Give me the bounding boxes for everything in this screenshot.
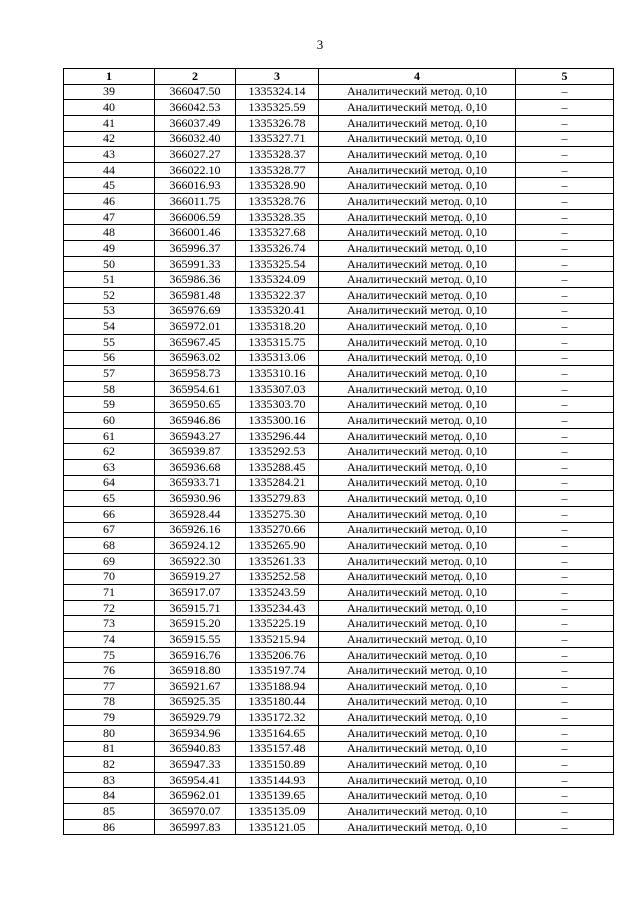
table-row xyxy=(64,162,614,178)
table-row xyxy=(64,710,614,726)
cell-description: – xyxy=(516,350,614,366)
cell-x: 365962.01 xyxy=(155,788,236,804)
cell-method: Аналитический метод. 0,10 xyxy=(319,225,516,241)
cell-x: 366011.75 xyxy=(155,194,236,210)
cell-x: 365934.96 xyxy=(155,725,236,741)
cell-description: – xyxy=(516,804,614,820)
cell-method: Аналитический метод. 0,10 xyxy=(319,350,516,366)
cell-x: 365954.61 xyxy=(155,381,236,397)
table-row xyxy=(64,585,614,601)
cell-x: 365970.07 xyxy=(155,804,236,820)
cell-point-number: 42 xyxy=(64,131,155,147)
cell-x: 365986.36 xyxy=(155,272,236,288)
table-row xyxy=(64,428,614,444)
cell-x: 365947.33 xyxy=(155,757,236,773)
cell-x: 365930.96 xyxy=(155,491,236,507)
cell-method: Аналитический метод. 0,10 xyxy=(319,319,516,335)
header-cell-y: 3 xyxy=(236,69,319,85)
cell-x: 365915.71 xyxy=(155,600,236,616)
cell-method: Аналитический метод. 0,10 xyxy=(319,147,516,163)
cell-method: Аналитический метод. 0,10 xyxy=(319,209,516,225)
cell-method: Аналитический метод. 0,10 xyxy=(319,804,516,820)
table-row xyxy=(64,334,614,350)
cell-point-number: 75 xyxy=(64,647,155,663)
cell-point-number: 80 xyxy=(64,725,155,741)
cell-description: – xyxy=(516,506,614,522)
cell-method: Аналитический метод. 0,10 xyxy=(319,131,516,147)
cell-x: 365925.35 xyxy=(155,694,236,710)
cell-y: 1335303.70 xyxy=(236,397,319,413)
cell-y: 1335326.74 xyxy=(236,241,319,257)
header-cell-point-number: 1 xyxy=(64,69,155,85)
cell-x: 365997.83 xyxy=(155,819,236,835)
cell-method: Аналитический метод. 0,10 xyxy=(319,287,516,303)
cell-x: 366032.40 xyxy=(155,131,236,147)
cell-method: Аналитический метод. 0,10 xyxy=(319,694,516,710)
cell-y: 1335296.44 xyxy=(236,428,319,444)
cell-method: Аналитический метод. 0,10 xyxy=(319,632,516,648)
cell-y: 1335188.94 xyxy=(236,678,319,694)
cell-description: – xyxy=(516,663,614,679)
cell-method: Аналитический метод. 0,10 xyxy=(319,491,516,507)
page-number: 3 xyxy=(316,37,324,52)
cell-y: 1335206.76 xyxy=(236,647,319,663)
cell-description: – xyxy=(516,381,614,397)
cell-point-number: 71 xyxy=(64,585,155,601)
cell-point-number: 85 xyxy=(64,804,155,820)
table-row xyxy=(64,115,614,131)
cell-y: 1335279.83 xyxy=(236,491,319,507)
cell-x: 365926.16 xyxy=(155,522,236,538)
cell-point-number: 73 xyxy=(64,616,155,632)
cell-point-number: 55 xyxy=(64,334,155,350)
cell-method: Аналитический метод. 0,10 xyxy=(319,522,516,538)
table-row xyxy=(64,741,614,757)
cell-y: 1335300.16 xyxy=(236,413,319,429)
table-row xyxy=(64,194,614,210)
cell-x: 365915.55 xyxy=(155,632,236,648)
cell-point-number: 52 xyxy=(64,287,155,303)
table-row xyxy=(64,538,614,554)
cell-point-number: 50 xyxy=(64,256,155,272)
cell-x: 365981.48 xyxy=(155,287,236,303)
cell-description: – xyxy=(516,115,614,131)
cell-y: 1335327.68 xyxy=(236,225,319,241)
cell-description: – xyxy=(516,522,614,538)
cell-x: 365939.87 xyxy=(155,444,236,460)
cell-description: – xyxy=(516,819,614,835)
cell-method: Аналитический метод. 0,10 xyxy=(319,256,516,272)
cell-method: Аналитический метод. 0,10 xyxy=(319,334,516,350)
cell-x: 365963.02 xyxy=(155,350,236,366)
cell-y: 1335324.09 xyxy=(236,272,319,288)
table-row xyxy=(64,647,614,663)
cell-description: – xyxy=(516,209,614,225)
cell-y: 1335139.65 xyxy=(236,788,319,804)
table-row xyxy=(64,491,614,507)
cell-x: 365958.73 xyxy=(155,366,236,382)
cell-method: Аналитический метод. 0,10 xyxy=(319,819,516,835)
cell-description: – xyxy=(516,600,614,616)
table-row xyxy=(64,100,614,116)
table-row xyxy=(64,725,614,741)
cell-point-number: 44 xyxy=(64,162,155,178)
cell-description: – xyxy=(516,460,614,476)
cell-y: 1335150.89 xyxy=(236,757,319,773)
cell-y: 1335320.41 xyxy=(236,303,319,319)
table-row xyxy=(64,225,614,241)
table-row xyxy=(64,444,614,460)
cell-description: – xyxy=(516,710,614,726)
cell-y: 1335307.03 xyxy=(236,381,319,397)
cell-point-number: 57 xyxy=(64,366,155,382)
cell-description: – xyxy=(516,256,614,272)
cell-point-number: 60 xyxy=(64,413,155,429)
table-row xyxy=(64,616,614,632)
cell-point-number: 63 xyxy=(64,460,155,476)
cell-method: Аналитический метод. 0,10 xyxy=(319,162,516,178)
cell-y: 1335327.71 xyxy=(236,131,319,147)
cell-method: Аналитический метод. 0,10 xyxy=(319,413,516,429)
table-row xyxy=(64,632,614,648)
cell-method: Аналитический метод. 0,10 xyxy=(319,366,516,382)
cell-method: Аналитический метод. 0,10 xyxy=(319,303,516,319)
cell-method: Аналитический метод. 0,10 xyxy=(319,241,516,257)
cell-point-number: 70 xyxy=(64,569,155,585)
cell-description: – xyxy=(516,334,614,350)
cell-description: – xyxy=(516,772,614,788)
cell-y: 1335121.05 xyxy=(236,819,319,835)
table-row xyxy=(64,819,614,835)
cell-description: – xyxy=(516,725,614,741)
cell-point-number: 79 xyxy=(64,710,155,726)
cell-description: – xyxy=(516,241,614,257)
cell-point-number: 41 xyxy=(64,115,155,131)
cell-x: 365972.01 xyxy=(155,319,236,335)
cell-method: Аналитический метод. 0,10 xyxy=(319,194,516,210)
cell-method: Аналитический метод. 0,10 xyxy=(319,741,516,757)
cell-description: – xyxy=(516,162,614,178)
cell-point-number: 39 xyxy=(64,84,155,100)
cell-y: 1335180.44 xyxy=(236,694,319,710)
header-cell-x: 2 xyxy=(155,69,236,85)
cell-method: Аналитический метод. 0,10 xyxy=(319,428,516,444)
cell-y: 1335328.76 xyxy=(236,194,319,210)
cell-y: 1335328.37 xyxy=(236,147,319,163)
cell-description: – xyxy=(516,366,614,382)
cell-x: 365954.41 xyxy=(155,772,236,788)
cell-point-number: 82 xyxy=(64,757,155,773)
table-row xyxy=(64,287,614,303)
cell-x: 365918.80 xyxy=(155,663,236,679)
cell-point-number: 77 xyxy=(64,678,155,694)
cell-y: 1335313.06 xyxy=(236,350,319,366)
cell-point-number: 54 xyxy=(64,319,155,335)
cell-point-number: 84 xyxy=(64,788,155,804)
cell-description: – xyxy=(516,178,614,194)
cell-y: 1335325.54 xyxy=(236,256,319,272)
cell-point-number: 47 xyxy=(64,209,155,225)
header-cell-description: 5 xyxy=(516,69,614,85)
cell-y: 1335243.59 xyxy=(236,585,319,601)
cell-method: Аналитический метод. 0,10 xyxy=(319,725,516,741)
cell-method: Аналитический метод. 0,10 xyxy=(319,381,516,397)
cell-description: – xyxy=(516,616,614,632)
cell-point-number: 56 xyxy=(64,350,155,366)
cell-y: 1335310.16 xyxy=(236,366,319,382)
cell-description: – xyxy=(516,553,614,569)
table-row xyxy=(64,475,614,491)
cell-y: 1335328.77 xyxy=(236,162,319,178)
cell-method: Аналитический метод. 0,10 xyxy=(319,397,516,413)
cell-method: Аналитический метод. 0,10 xyxy=(319,663,516,679)
cell-x: 365916.76 xyxy=(155,647,236,663)
cell-method: Аналитический метод. 0,10 xyxy=(319,585,516,601)
cell-method: Аналитический метод. 0,10 xyxy=(319,460,516,476)
cell-description: – xyxy=(516,694,614,710)
cell-point-number: 61 xyxy=(64,428,155,444)
cell-description: – xyxy=(516,84,614,100)
cell-y: 1335157.48 xyxy=(236,741,319,757)
cell-method: Аналитический метод. 0,10 xyxy=(319,538,516,554)
cell-description: – xyxy=(516,194,614,210)
cell-method: Аналитический метод. 0,10 xyxy=(319,553,516,569)
cell-x: 366027.27 xyxy=(155,147,236,163)
cell-x: 366022.10 xyxy=(155,162,236,178)
cell-point-number: 48 xyxy=(64,225,155,241)
cell-y: 1335318.20 xyxy=(236,319,319,335)
table-row xyxy=(64,600,614,616)
cell-point-number: 51 xyxy=(64,272,155,288)
cell-method: Аналитический метод. 0,10 xyxy=(319,647,516,663)
table-header xyxy=(64,69,614,85)
cell-method: Аналитический метод. 0,10 xyxy=(319,506,516,522)
table-row xyxy=(64,694,614,710)
cell-point-number: 83 xyxy=(64,772,155,788)
cell-description: – xyxy=(516,475,614,491)
cell-method: Аналитический метод. 0,10 xyxy=(319,272,516,288)
cell-point-number: 53 xyxy=(64,303,155,319)
cell-description: – xyxy=(516,538,614,554)
table-row xyxy=(64,569,614,585)
table-row xyxy=(64,350,614,366)
cell-method: Аналитический метод. 0,10 xyxy=(319,84,516,100)
cell-method: Аналитический метод. 0,10 xyxy=(319,678,516,694)
table-row xyxy=(64,553,614,569)
cell-point-number: 40 xyxy=(64,100,155,116)
cell-y: 1335284.21 xyxy=(236,475,319,491)
cell-point-number: 72 xyxy=(64,600,155,616)
cell-x: 365950.65 xyxy=(155,397,236,413)
table-row xyxy=(64,772,614,788)
cell-x: 365924.12 xyxy=(155,538,236,554)
table-row xyxy=(64,757,614,773)
cell-y: 1335325.59 xyxy=(236,100,319,116)
cell-description: – xyxy=(516,131,614,147)
cell-x: 365917.07 xyxy=(155,585,236,601)
cell-x: 365928.44 xyxy=(155,506,236,522)
cell-y: 1335135.09 xyxy=(236,804,319,820)
cell-x: 366001.46 xyxy=(155,225,236,241)
cell-description: – xyxy=(516,491,614,507)
table-row xyxy=(64,256,614,272)
cell-x: 365967.45 xyxy=(155,334,236,350)
cell-x: 365929.79 xyxy=(155,710,236,726)
cell-point-number: 59 xyxy=(64,397,155,413)
cell-method: Аналитический метод. 0,10 xyxy=(319,710,516,726)
table-row xyxy=(64,804,614,820)
table-row xyxy=(64,303,614,319)
cell-x: 365922.30 xyxy=(155,553,236,569)
cell-point-number: 76 xyxy=(64,663,155,679)
cell-description: – xyxy=(516,397,614,413)
cell-x: 365919.27 xyxy=(155,569,236,585)
cell-x: 366047.50 xyxy=(155,84,236,100)
cell-point-number: 62 xyxy=(64,444,155,460)
cell-description: – xyxy=(516,100,614,116)
cell-description: – xyxy=(516,569,614,585)
table-row xyxy=(64,397,614,413)
table-row xyxy=(64,413,614,429)
cell-method: Аналитический метод. 0,10 xyxy=(319,475,516,491)
cell-x: 366016.93 xyxy=(155,178,236,194)
cell-y: 1335261.33 xyxy=(236,553,319,569)
table-row xyxy=(64,460,614,476)
cell-method: Аналитический метод. 0,10 xyxy=(319,788,516,804)
cell-point-number: 67 xyxy=(64,522,155,538)
table-row xyxy=(64,209,614,225)
cell-point-number: 66 xyxy=(64,506,155,522)
table-row xyxy=(64,381,614,397)
cell-x: 365933.71 xyxy=(155,475,236,491)
cell-y: 1335315.75 xyxy=(236,334,319,350)
cell-point-number: 68 xyxy=(64,538,155,554)
cell-x: 365943.27 xyxy=(155,428,236,444)
cell-method: Аналитический метод. 0,10 xyxy=(319,757,516,773)
cell-description: – xyxy=(516,428,614,444)
cell-x: 366042.53 xyxy=(155,100,236,116)
coordinates-table xyxy=(63,68,614,835)
cell-x: 365921.67 xyxy=(155,678,236,694)
cell-x: 366037.49 xyxy=(155,115,236,131)
table-row xyxy=(64,506,614,522)
cell-y: 1335288.45 xyxy=(236,460,319,476)
cell-y: 1335144.93 xyxy=(236,772,319,788)
table-row xyxy=(64,319,614,335)
cell-y: 1335197.74 xyxy=(236,663,319,679)
cell-description: – xyxy=(516,225,614,241)
cell-y: 1335275.30 xyxy=(236,506,319,522)
cell-description: – xyxy=(516,287,614,303)
cell-point-number: 86 xyxy=(64,819,155,835)
cell-description: – xyxy=(516,757,614,773)
cell-description: – xyxy=(516,319,614,335)
cell-method: Аналитический метод. 0,10 xyxy=(319,115,516,131)
cell-point-number: 69 xyxy=(64,553,155,569)
cell-y: 1335252.58 xyxy=(236,569,319,585)
cell-y: 1335234.43 xyxy=(236,600,319,616)
cell-x: 365996.37 xyxy=(155,241,236,257)
cell-x: 365991.33 xyxy=(155,256,236,272)
table-row xyxy=(64,131,614,147)
cell-point-number: 45 xyxy=(64,178,155,194)
cell-method: Аналитический метод. 0,10 xyxy=(319,600,516,616)
cell-point-number: 46 xyxy=(64,194,155,210)
cell-method: Аналитический метод. 0,10 xyxy=(319,178,516,194)
table-row xyxy=(64,147,614,163)
table-row xyxy=(64,84,614,100)
table-row xyxy=(64,366,614,382)
cell-description: – xyxy=(516,632,614,648)
cell-y: 1335270.66 xyxy=(236,522,319,538)
cell-y: 1335328.90 xyxy=(236,178,319,194)
cell-description: – xyxy=(516,678,614,694)
table-row xyxy=(64,678,614,694)
table-row xyxy=(64,178,614,194)
cell-x: 366006.59 xyxy=(155,209,236,225)
cell-method: Аналитический метод. 0,10 xyxy=(319,569,516,585)
cell-point-number: 43 xyxy=(64,147,155,163)
header-cell-method: 4 xyxy=(319,69,516,85)
cell-y: 1335328.35 xyxy=(236,209,319,225)
table-body xyxy=(64,84,614,835)
cell-y: 1335225.19 xyxy=(236,616,319,632)
cell-y: 1335215.94 xyxy=(236,632,319,648)
cell-y: 1335292.53 xyxy=(236,444,319,460)
table-row xyxy=(64,522,614,538)
table-row xyxy=(64,788,614,804)
cell-y: 1335172.32 xyxy=(236,710,319,726)
cell-description: – xyxy=(516,413,614,429)
cell-point-number: 65 xyxy=(64,491,155,507)
cell-method: Аналитический метод. 0,10 xyxy=(319,100,516,116)
cell-y: 1335322.37 xyxy=(236,287,319,303)
cell-description: – xyxy=(516,788,614,804)
cell-point-number: 81 xyxy=(64,741,155,757)
cell-point-number: 78 xyxy=(64,694,155,710)
cell-y: 1335326.78 xyxy=(236,115,319,131)
cell-point-number: 58 xyxy=(64,381,155,397)
cell-y: 1335324.14 xyxy=(236,84,319,100)
cell-method: Аналитический метод. 0,10 xyxy=(319,444,516,460)
cell-method: Аналитический метод. 0,10 xyxy=(319,772,516,788)
cell-method: Аналитический метод. 0,10 xyxy=(319,616,516,632)
table-row xyxy=(64,663,614,679)
cell-point-number: 64 xyxy=(64,475,155,491)
cell-description: – xyxy=(516,585,614,601)
table-row xyxy=(64,241,614,257)
cell-y: 1335164.65 xyxy=(236,725,319,741)
cell-description: – xyxy=(516,272,614,288)
cell-description: – xyxy=(516,147,614,163)
cell-x: 365915.20 xyxy=(155,616,236,632)
table-row xyxy=(64,272,614,288)
cell-description: – xyxy=(516,303,614,319)
cell-description: – xyxy=(516,444,614,460)
cell-description: – xyxy=(516,741,614,757)
cell-x: 365946.86 xyxy=(155,413,236,429)
cell-x: 365976.69 xyxy=(155,303,236,319)
cell-description: – xyxy=(516,647,614,663)
cell-y: 1335265.90 xyxy=(236,538,319,554)
cell-x: 365940.83 xyxy=(155,741,236,757)
cell-point-number: 49 xyxy=(64,241,155,257)
cell-point-number: 74 xyxy=(64,632,155,648)
header-row xyxy=(64,69,614,85)
cell-x: 365936.68 xyxy=(155,460,236,476)
